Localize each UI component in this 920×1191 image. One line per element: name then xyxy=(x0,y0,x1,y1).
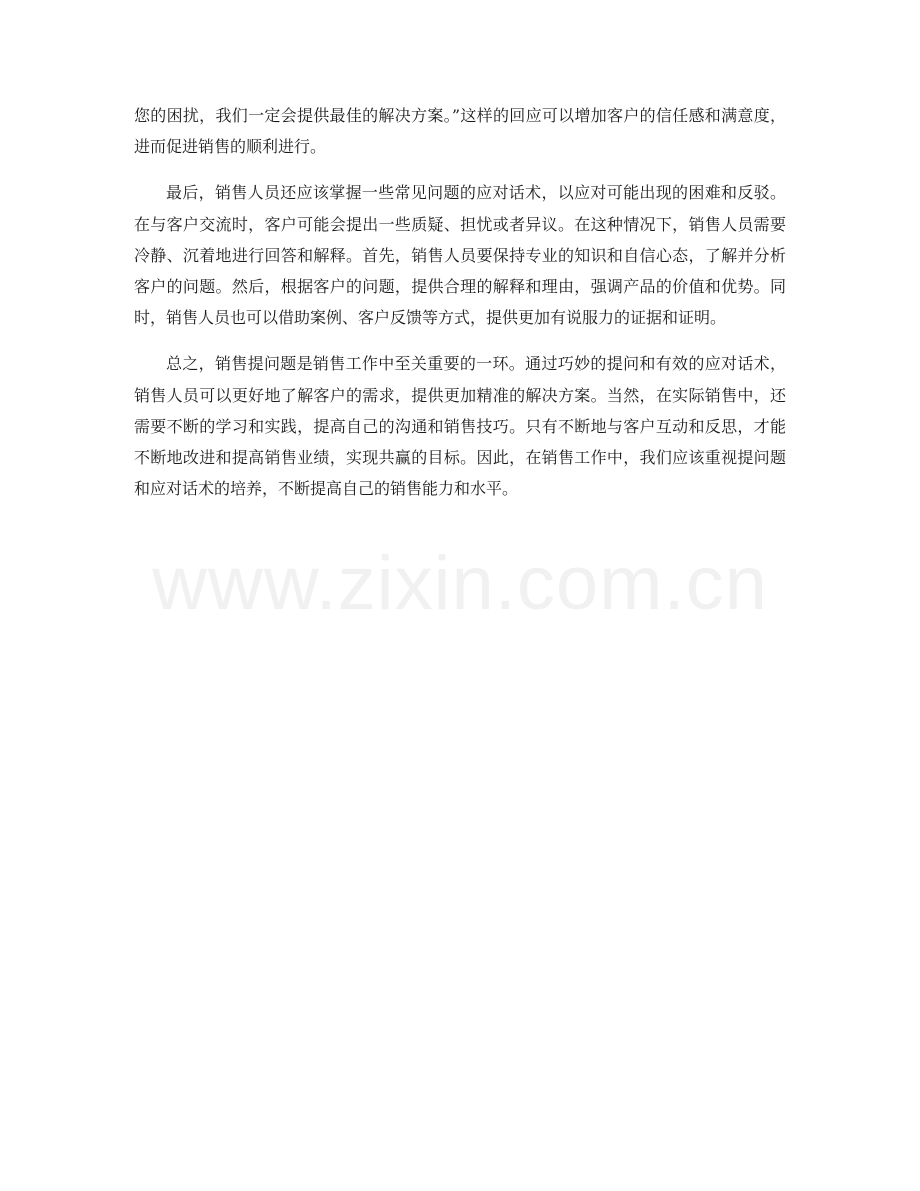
document-body xyxy=(134,100,786,519)
paragraph-2: 最后，销售人员还应该掌握一些常见问题的应对话术，以应对可能出现的困难和反驳。在与客户交流时，客户可能会提出一些质疑、担忧或者异议。在这种情况下，销售人员需要冷静、沉着地进行回答和解释。首先，销售人员要保持专业的知识和自信心态，了解并分析客户的问题。然后，根据客户的问题，提供合理的解释和理由，强调产品的价值和优势。同时，销售人员也可以借助案例、客户反馈等方式，提供更加有说服力的证据和证明。 xyxy=(134,183,786,328)
watermark: www.zixin.com.cn xyxy=(152,541,768,626)
paragraph-3: 总之，销售提问题是销售工作中至关重要的一环。通过巧妙的提问和有效的应对话术，销售人员可以更好地了解客户的需求，提供更加精准的解决方案。当然，在实际销售中，还需要不断的学习和实践，提高自己的沟通和销售技巧。只有不断地与客户互动和反思，才能不断地改进和提高销售业绩，实现共赢的目标。因此，在销售工作中，我们应该重视提问题和应对话术的培养，不断提高自己的销售能力和水平。 xyxy=(134,354,786,499)
paragraph-1: 您的困扰，我们一定会提供最佳的解决方案。”这样的回应可以增加客户的信任感和满意度，进而促进销售的顺利进行。 xyxy=(134,106,786,157)
